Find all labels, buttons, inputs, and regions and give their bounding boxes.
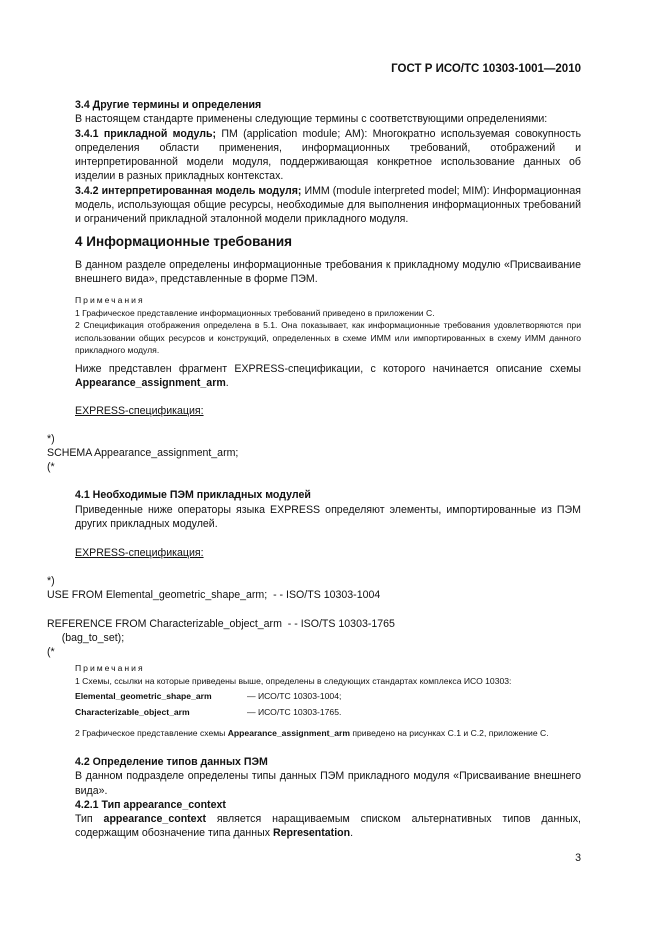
section-3-4-title: 3.4 Другие термины и определения [75,99,262,111]
schema-name: Appearance_assignment_arm [75,377,226,390]
section-4-1-notes [75,662,581,740]
notes-title: Примечания [75,295,145,305]
section-3-4-intro: В настоящем стандарте применены следующие термины с соответствующими определениями: [75,113,548,126]
note-2 [75,727,581,740]
express-label: EXPRESS-спецификация: [75,405,204,417]
note-2-end: приведено на рисунках С.1 и С.2, приложение С. [349,728,549,739]
type-name: appearance_context [103,813,206,826]
term-3-4-1-text: ПМ (application module; AM): Многократно используемая совокупность определения области применения, информационных требований, отображений и интерпретированной модели модуля, поддерживающая конкретное использование данных об изделии в разных прикладных контекстах. [75,127,581,183]
ref-row [75,706,581,719]
ref-standard: — ИСО/ТС 10303-1765. [247,706,342,717]
express-intro-end: . [225,377,229,390]
section-4-notes [75,294,581,357]
code-line: *) [47,575,55,587]
code-line: SCHEMA Appearance_assignment_arm; [47,447,239,459]
section-4-2-intro: В данном подразделе определены типы данных ПЭМ прикладного модуля «Присваивание внешнего вида». [75,770,581,797]
express-intro [75,362,581,391]
code-line: *) [47,433,55,445]
express-label: EXPRESS-спецификация: [75,547,204,559]
term-3-4-2-label: 3.4.2 интерпретированная модель модуля; [75,184,302,197]
term-3-4-2-text: ИММ (module interpreted model; MIM): Информационная модель, использующая общие ресурсы, необходимые для выполнения информационных требований и ограничений прикладной эталонной модели прикладного модуля. [75,184,581,226]
section-4-2-title: 4.2 Определение типов данных ПЭМ [75,756,268,768]
section-4-1-intro: Приведенные ниже операторы языка EXPRESS определяют элементы, импортированные из ПЭМ других прикладных модулей. [75,504,581,531]
term-3-4-1-label: 3.4.1 прикладной модуль; [75,127,217,140]
page-number: 3 [575,852,581,864]
note-2-text: 2 Графическое представление схемы [75,728,228,739]
text: . [350,827,354,840]
section-4-2-1-title: 4.2.1 Тип appearance_context [75,798,226,811]
ref-standard: — ИСО/ТС 10303-1004; [247,691,342,702]
term-3-4-1 [75,127,581,184]
standard-header: ГОСТ Р ИСО/ТС 10303-1001—2010 [391,63,581,75]
text: является наращиваемым списком альтернативных типов данных, содержащим обозначение типа данных [75,813,582,840]
code-line: (* [47,646,55,658]
section-3-4 [75,98,581,227]
section-4-1-title: 4.1 Необходимые ПЭМ прикладных модулей [75,489,311,501]
section-4-intro: В данном разделе определены информационные требования к прикладному модулю «Присваивание внешнего вида», представленные в форме ПЭМ. [75,259,581,286]
note-2: 2 Спецификация отображения определена в 5.1. Она показывает, как информационные требования удовлетворяются при использовании общих ресурсов и конструкций, определенных в схеме ИММ или импортированных в схему ИММ данного прикладного модуля. [75,320,581,356]
section-4-2 [75,755,581,841]
express-intro-text: Ниже представлен фрагмент EXPRESS-спецификации, с которого начинается описание схемы [75,363,581,375]
code-line: (* [47,461,55,473]
note-1: 1 Графическое представление информационных требований приведено в приложении С. [75,307,435,318]
ref-schema: Characterizable_object_arm [75,706,190,717]
note-1: 1 Схемы, ссылки на которые приведены выше, определены в следующих стандартах комплекса ИСО 10303: [75,675,512,686]
type-name: Representation [272,827,351,840]
notes-title: Примечания [75,663,145,673]
code-line: (bag_to_set); [47,632,125,644]
ref-row [75,690,581,703]
note-2-schema: Appearance_assignment_arm [227,728,350,739]
section-4-2-1-text [75,812,581,841]
term-3-4-2 [75,184,581,227]
code-line: REFERENCE FROM Characterizable_object_arm - - ISO/TS 10303-1765 [47,618,395,630]
section-4-title: 4 Информационные требования [75,234,293,249]
text: Тип [75,813,104,826]
code-line: USE FROM Elemental_geometric_shape_arm; - - ISO/TS 10303-1004 [47,589,381,601]
ref-schema: Elemental_geometric_shape_arm [75,691,212,702]
